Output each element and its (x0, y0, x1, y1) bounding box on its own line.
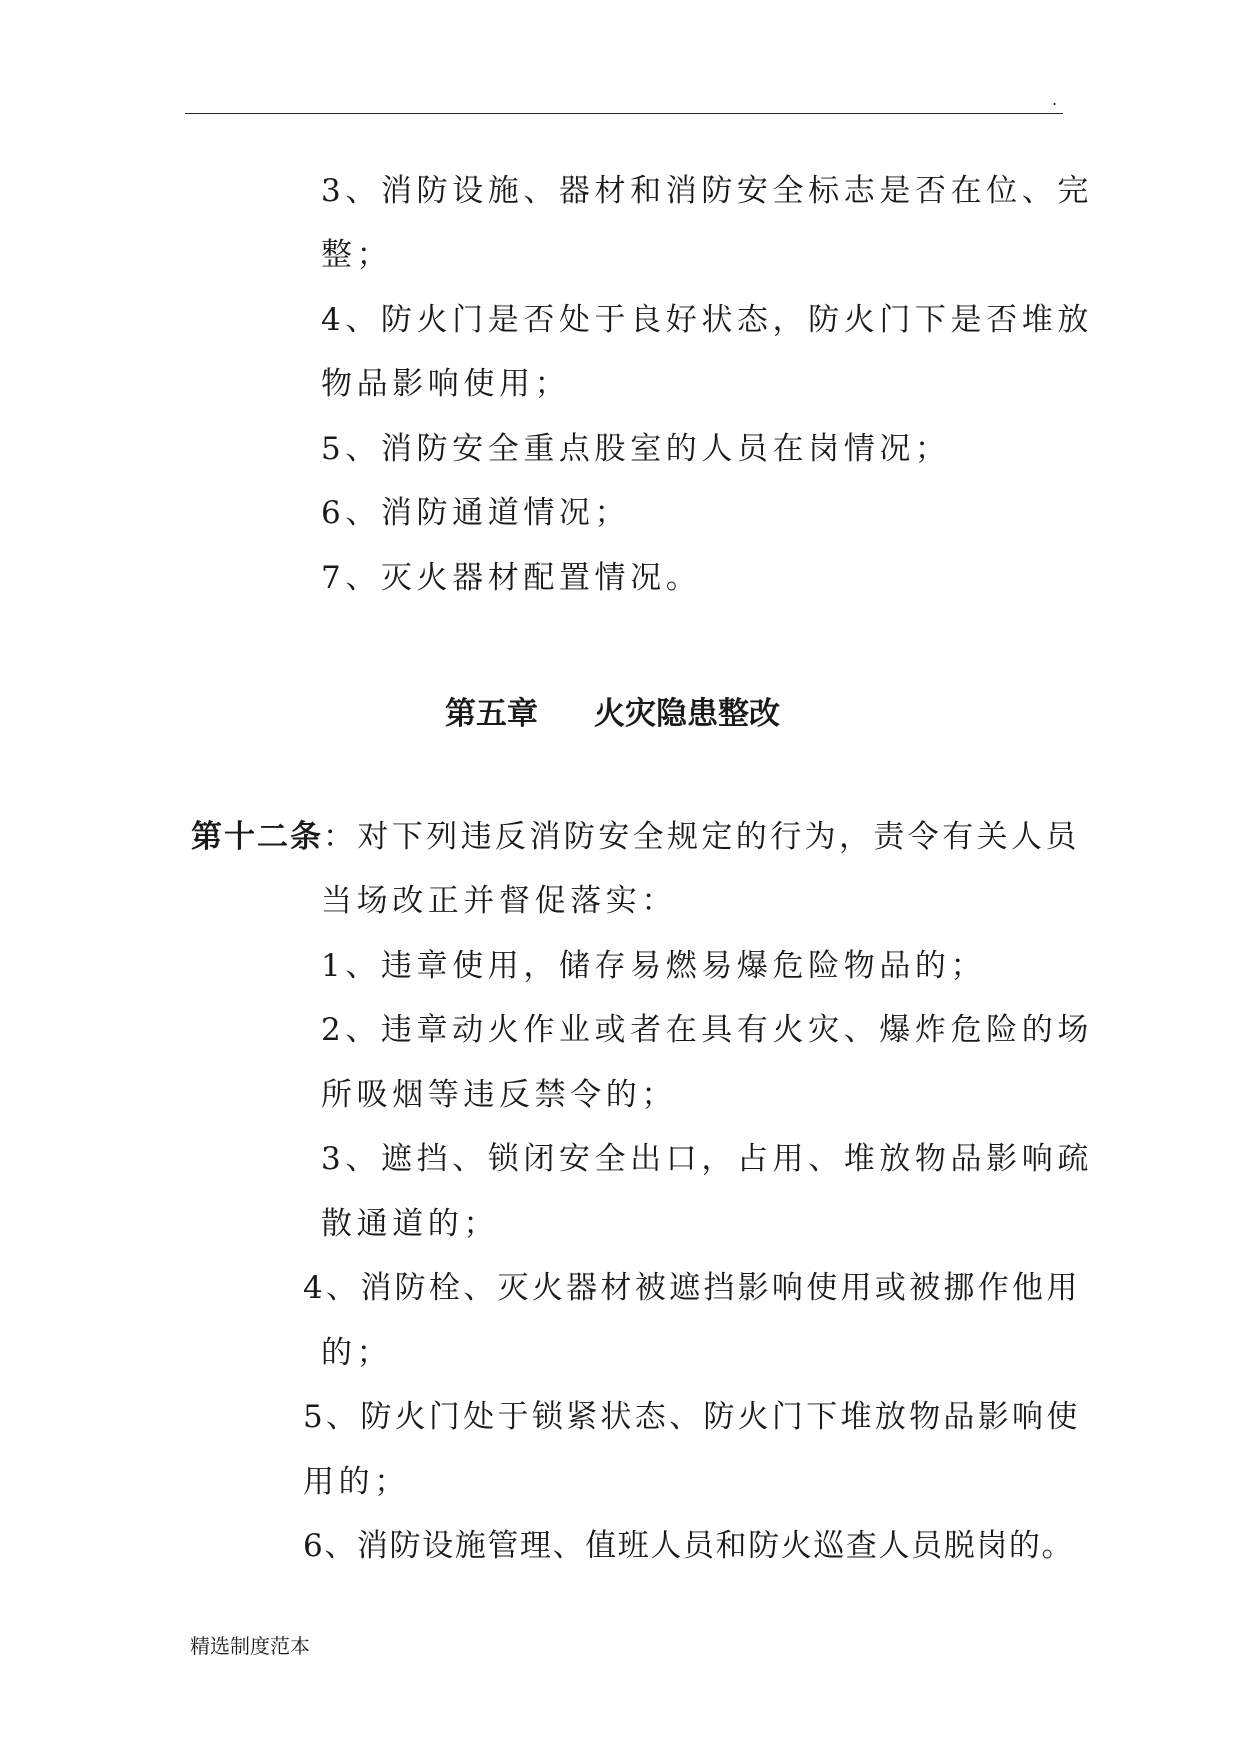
list-item: 1、违章使用，储存易燃易爆危险物品的； (321, 948, 987, 984)
chapter-title: 火灾隐患整改 (594, 696, 780, 732)
header-rule (185, 113, 1063, 114)
list-item: 的； (321, 1335, 393, 1371)
list-item: 5、消防安全重点股室的人员在岗情况； (321, 431, 951, 467)
chapter-number: 第五章 (445, 696, 538, 732)
list-item: 6、消防通道情况； (321, 495, 631, 531)
list-item: 5、防火门处于锁紧状态、防火门下堆放物品影响使 (303, 1399, 1081, 1435)
article-heading-line (191, 811, 1080, 856)
footer-text: 精选制度范本 (190, 1634, 310, 1658)
list-item: 3、消防设施、器材和消防安全标志是否在位、完 (321, 173, 1093, 209)
article-text: 对下列违反消防安全规定的行为，责令有关人员 (357, 819, 1080, 855)
article-label: 第十二条 (191, 819, 323, 855)
list-item: 4、防火门是否处于良好状态，防火门下是否堆放 (321, 302, 1093, 338)
list-item: 2、违章动火作业或者在具有火灾、爆炸危险的场 (321, 1012, 1093, 1048)
list-item: 散通道的； (321, 1206, 499, 1242)
article-colon: ： (323, 819, 358, 855)
list-item: 3、遮挡、锁闭安全出口，占用、堆放物品影响疏 (321, 1141, 1093, 1177)
list-item: 7、灭火器材配置情况。 (321, 560, 702, 596)
article-continuation: 当场改正并督促落实： (321, 883, 677, 919)
list-item: 用的； (303, 1464, 410, 1500)
list-item: 物品影响使用； (321, 366, 571, 402)
list-item: 所吸烟等违反禁令的； (321, 1077, 677, 1113)
list-item: 6、消防设施管理、值班人员和防火巡查人员脱岗的。 (303, 1528, 1075, 1564)
list-item: 4、消防栓、灭火器材被遮挡影响使用或被挪作他用 (303, 1270, 1081, 1306)
list-item: 整； (321, 237, 393, 273)
header-mark: . (1052, 90, 1058, 109)
